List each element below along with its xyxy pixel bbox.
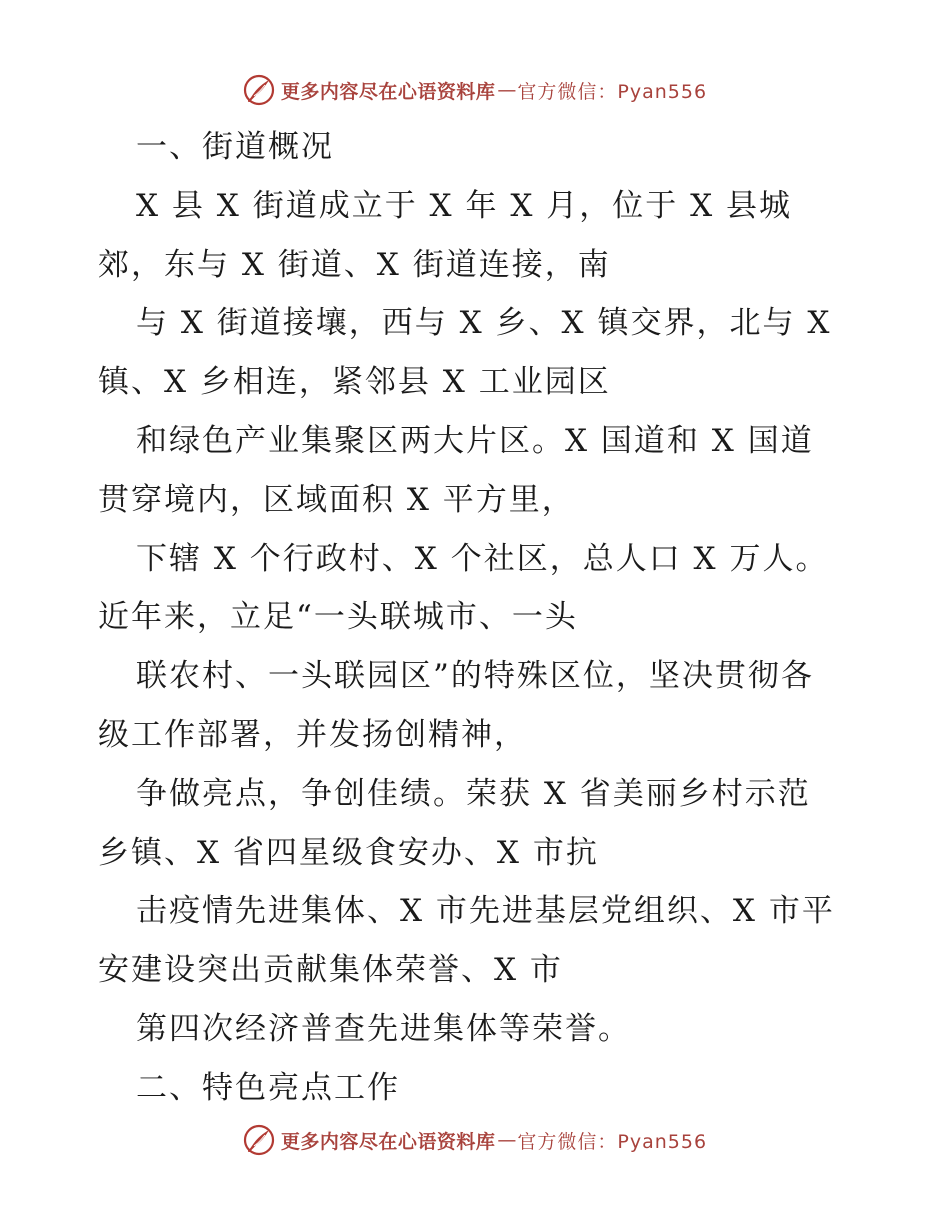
paragraph-line: 和绿色产业集聚区两大片区。X 国道和 X 国道 (136, 422, 814, 459)
watermark-contact: 官方微信：Pyan556 (517, 80, 708, 103)
paragraph-line: 击疫情先进集体、X 市先进基层党组织、X 市平 (136, 893, 835, 930)
paragraph-line: 联农村、一头联园区”的特殊区位，坚决贯彻各 (136, 658, 814, 695)
header-watermark (0, 70, 950, 110)
watermark-dash: — (497, 1129, 516, 1151)
watermark-brand: 更多内容尽在心语资料库 (280, 80, 496, 103)
feather-quill-logo-icon (243, 74, 275, 106)
watermark-contact: 官方微信：Pyan556 (517, 1130, 708, 1153)
paragraph-line: 近年来，立足“一头联城市、一头 (98, 599, 578, 636)
paragraph-line: 郊，东与 X 街道、X 街道连接，南 (98, 246, 611, 283)
paragraph-line: 第四次经济普查先进集体等荣誉。 (136, 1010, 631, 1047)
section-heading-highlights: 二、特色亮点工作 (136, 1069, 400, 1106)
watermark-brand: 更多内容尽在心语资料库 (280, 1130, 496, 1153)
section-heading-overview: 一、街道概况 (136, 129, 334, 165)
document-body (98, 118, 868, 1118)
paragraph-line: 贯穿境内，区域面积 X 平方里， (98, 481, 575, 518)
paragraph-line: 乡镇、X 省四星级食安办、X 市抗 (98, 834, 599, 871)
paragraph-line: X 县 X 街道成立于 X 年 X 月，位于 X 县城 (136, 187, 793, 224)
paragraph-line: 镇、X 乡相连，紧邻县 X 工业园区 (98, 364, 611, 401)
feather-quill-logo-icon (243, 1124, 275, 1156)
watermark-dash: — (497, 79, 516, 101)
paragraph-line: 安建设突出贡献集体荣誉、X 市 (98, 952, 563, 989)
paragraph-line: 级工作部署，并发扬创精神， (98, 716, 527, 753)
paragraph-line: 与 X 街道接壤，西与 X 乡、X 镇交界，北与 X (136, 305, 832, 342)
paragraph-line: 下辖 X 个行政村、X 个社区，总人口 X 万人。 (136, 540, 829, 577)
footer-watermark (0, 1120, 950, 1160)
paragraph-line: 争做亮点，争创佳绩。荣获 X 省美丽乡村示范 (136, 775, 811, 812)
